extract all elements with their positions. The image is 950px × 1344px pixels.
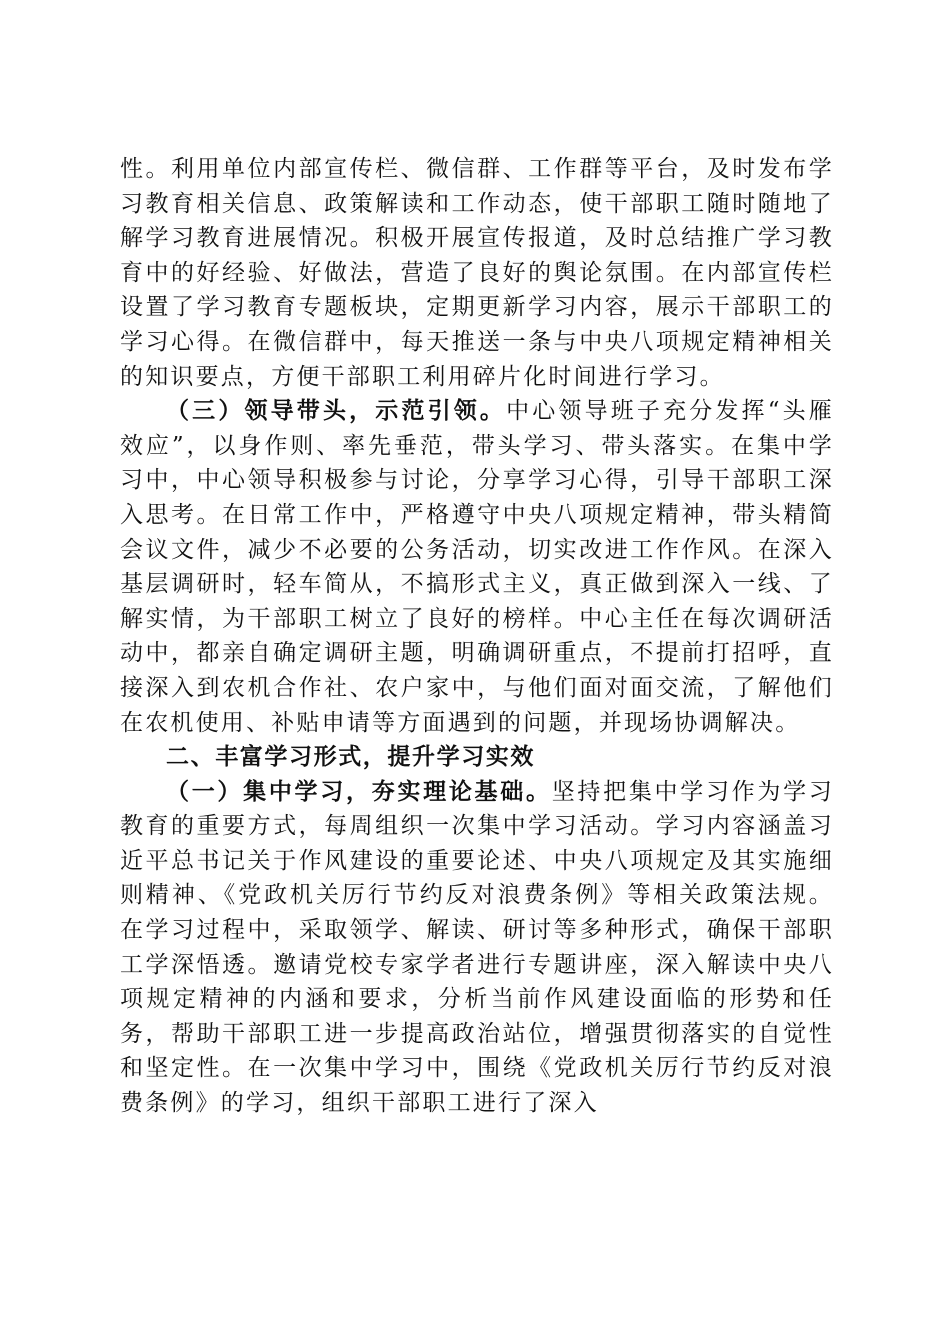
paragraph-centralized-study: [120, 775, 834, 1121]
paragraph-leadership-lead: （三）领导带头，示范引领。: [166, 397, 507, 425]
paragraph-centralized-study-body: 坚持把集中学习作为学习教育的重要方式，每周组织一次集中学习活动。学习内容涵盖习近平总书记关于作风建设的重要论述、中央八项规定及其实施细则精神、《党政机关厉行节约反对浪费条例》等相关政策法规。在学习过程中，采取领学、解读、研讨等多种形式，确保干部职工学深悟透。邀请党校专家学者进行专题讲座，深入解读中央八项规定精神的内涵和要求，分析当前作风建设面临的形势和任务，帮助干部职工进一步提高政治站位，增强贯彻落实的自觉性和坚定性。在一次集中学习中，围绕《党政机关厉行节约反对浪费条例》的学习，组织干部职工进行了深入: [120, 778, 835, 1117]
document-page: [120, 152, 834, 1121]
paragraph-leadership: [120, 394, 834, 740]
paragraph-centralized-study-lead: （一）集中学习，夯实理论基础。: [166, 777, 552, 805]
paragraph-leadership-body: 中心领导班子充分发挥“头雁效应”，以身作则、率先垂范，带头学习、带头落实。在集中学习中，中心领导积极参与讨论，分享学习心得，引导干部职工深入思考。在日常工作中，严格遵守中央八项规定精神，带头精简会议文件，减少不必要的公务活动，切实改进工作作风。在深入基层调研时，轻车简从，不搞形式主义，真正做到深入一线、了解实情，为干部职工树立了良好的榜样。中心主任在每次调研活动中，都亲自确定调研主题，明确调研重点，不提前打招呼，直接深入到农机合作社、农户家中，与他们面对面交流，了解他们在农机使用、补贴申请等方面遇到的问题，并现场协调解决。: [120, 398, 835, 736]
section-heading: 二、丰富学习形式，提升学习实效: [166, 744, 535, 771]
paragraph-continuation: 性。利用单位内部宣传栏、微信群、工作群等平台，及时发布学习教育相关信息、政策解读和工作动态，使干部职工随时随地了解学习教育进展情况。积极开展宣传报道，及时总结推广学习教育中的好经验、好做法，营造了良好的舆论氛围。在内部宣传栏设置了学习教育专题板块，定期更新学习内容，展示干部职工的学习心得。在微信群中，每天推送一条与中央八项规定精神相关的知识要点，方便干部职工利用碎片化时间进行学习。: [120, 156, 834, 390]
